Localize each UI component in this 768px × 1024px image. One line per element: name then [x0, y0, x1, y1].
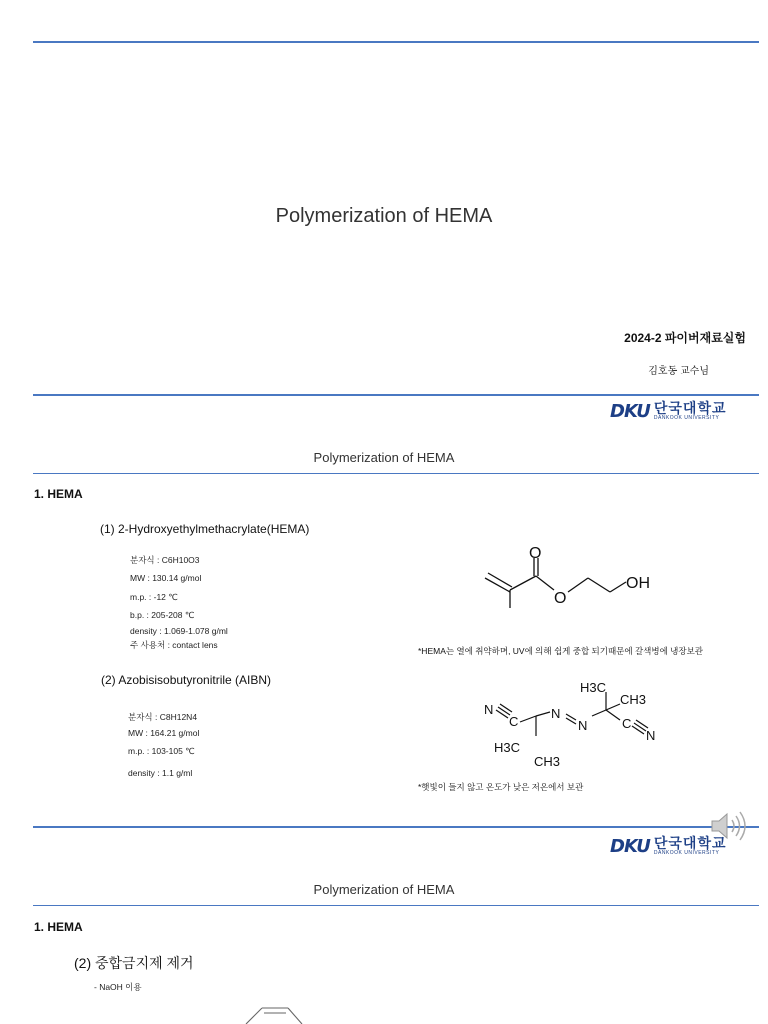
slide3-header: Polymerization of HEMA: [313, 882, 455, 897]
logo-english: DANKOOK UNIVERSITY: [653, 850, 720, 856]
aibn-structure: [482, 676, 672, 770]
professor-label: 김호동 교수님: [648, 366, 709, 377]
hema-ester-o: O: [554, 590, 567, 607]
aibn-h3c-top: H3C: [580, 680, 607, 695]
aibn-n-left: N: [484, 702, 494, 717]
aibn-c-left: C: [509, 714, 519, 729]
aibn-c-right: C: [622, 716, 632, 731]
aibn-prop: m.p. : 103-105 ℃: [128, 746, 195, 756]
slide1-title: Polymerization of HEMA: [275, 205, 493, 227]
logo-mark: DKU: [610, 835, 650, 857]
aibn-ch3-top: CH3: [620, 692, 647, 707]
slide3-structure-fragment: [240, 1004, 310, 1024]
logo-korean: 단국대학교: [653, 835, 727, 851]
hema-prop: 분자식 : C6H10O3: [130, 555, 200, 565]
aibn-n1: N: [551, 706, 561, 721]
aibn-note: *햇빛이 들지 않고 온도가 낮은 저온에서 보관: [418, 782, 584, 792]
aibn-h3c-bottom: H3C: [494, 740, 521, 755]
logo-english: DANKOOK UNIVERSITY: [653, 415, 720, 421]
slide2-header: Polymerization of HEMA: [313, 450, 455, 465]
hema-title: (1) 2-Hydroxyethylmethacrylate(HEMA): [100, 522, 310, 536]
slide3-bullet: - NaOH 이용: [94, 982, 142, 992]
slide-divider-2: [33, 826, 759, 828]
slide3-item: (2) 중합금지제 제거: [74, 955, 194, 971]
logo-mark: DKU: [610, 400, 650, 422]
hema-structure: [480, 540, 670, 610]
aibn-ch3-bottom: CH3: [534, 754, 561, 769]
hema-prop: density : 1.069-1.078 g/ml: [130, 626, 228, 636]
university-logo: [610, 399, 727, 423]
course-label: 2024-2 파이버재료실험: [624, 331, 746, 345]
hema-prop: b.p. : 205-208 ℃: [130, 610, 195, 620]
hema-prop: m.p. : -12 ℃: [130, 592, 178, 602]
hema-carbonyl-o: O: [529, 545, 542, 562]
slide3-header-rule: [33, 905, 759, 906]
hema-prop: MW : 130.14 g/mol: [130, 573, 202, 583]
top-rule: [33, 41, 759, 43]
logo-korean: 단국대학교: [653, 400, 727, 416]
slide2-section: 1. HEMA: [34, 487, 83, 501]
aibn-n-right: N: [646, 728, 656, 743]
aibn-prop: 분자식 : C8H12N4: [128, 712, 198, 722]
aibn-title: (2) Azobisisobutyronitrile (AIBN): [101, 673, 272, 687]
hema-oh: OH: [626, 575, 650, 592]
slide-divider-1: [33, 394, 759, 396]
aibn-prop: density : 1.1 g/ml: [128, 768, 193, 778]
speaker-icon[interactable]: [708, 808, 752, 844]
aibn-n2: N: [578, 718, 588, 733]
hema-prop: 주 사용처 : contact lens: [130, 640, 218, 650]
slide3-section: 1. HEMA: [34, 920, 83, 934]
slide2-header-rule: [33, 473, 759, 474]
aibn-prop: MW : 164.21 g/mol: [128, 728, 200, 738]
hema-note: *HEMA는 열에 취약하며, UV에 의해 쉽게 중합 되기때문에 갈색병에 냉장보관: [418, 646, 703, 656]
